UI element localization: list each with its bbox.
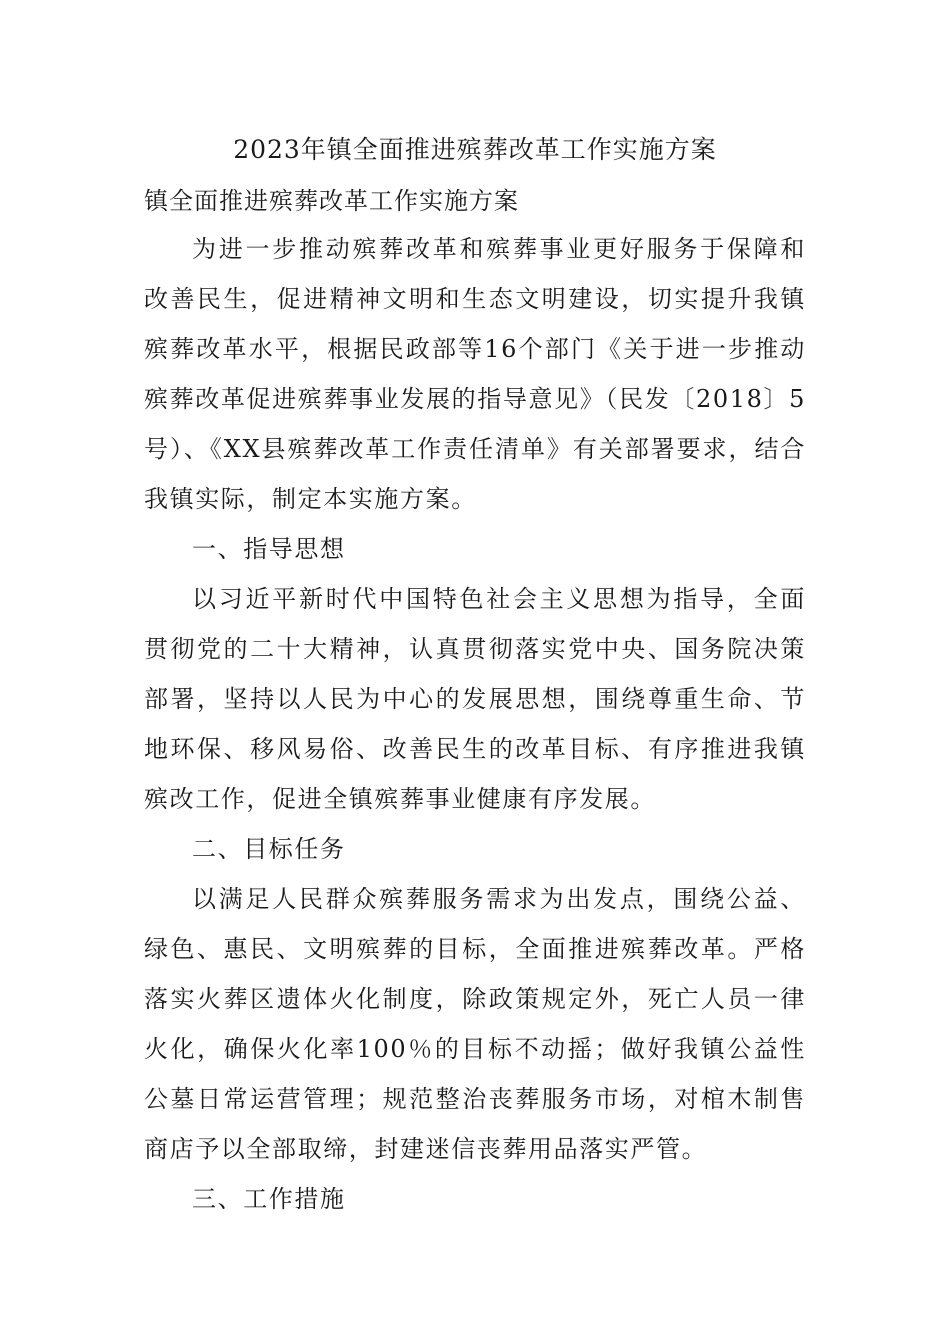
heading-guiding-ideology: 一、指导思想 — [192, 535, 346, 563]
paragraph-intro: 为进一步推动殡葬改革和殡葬事业更好服务于保障和改善民生，促进精神文明和生态文明建设，切实提升我镇殡葬改革水平，根据民政部等16个部门《关于进一步推动殡葬改革促进殡葬事业发展的指导意见》（民发〔2018〕5号）、《XX县殡葬改革工作责任清单》有关部署要求，结合我镇实际，制定本实施方案。 — [144, 235, 806, 513]
document-title: 2023年镇全面推进殡葬改革工作实施方案 — [233, 135, 717, 164]
document-subtitle: 镇全面推进殡葬改革工作实施方案 — [144, 187, 519, 215]
paragraph-goals-tasks: 以满足人民群众殡葬服务需求为出发点，围绕公益、绿色、惠民、文明殡葬的目标，全面推进殡葬改革。严格落实火葬区遗体火化制度，除政策规定外，死亡人员一律火化，确保火化率100％的目标不动摇；做好我镇公益性公墓日常运营管理；规范整治丧葬服务市场，对棺木制售商店予以全部取缔，封建迷信丧葬用品落实严管。 — [144, 885, 806, 1163]
heading-goals-tasks: 二、目标任务 — [192, 835, 346, 863]
heading-work-measures: 三、工作措施 — [192, 1185, 346, 1213]
paragraph-guiding-ideology: 以习近平新时代中国特色社会主义思想为指导，全面贯彻党的二十大精神，认真贯彻落实党中央、国务院决策部署，坚持以人民为中心的发展思想，围绕尊重生命、节地环保、移风易俗、改善民生的改革目标、有序推进我镇殡改工作，促进全镇殡葬事业健康有序发展。 — [144, 585, 806, 813]
